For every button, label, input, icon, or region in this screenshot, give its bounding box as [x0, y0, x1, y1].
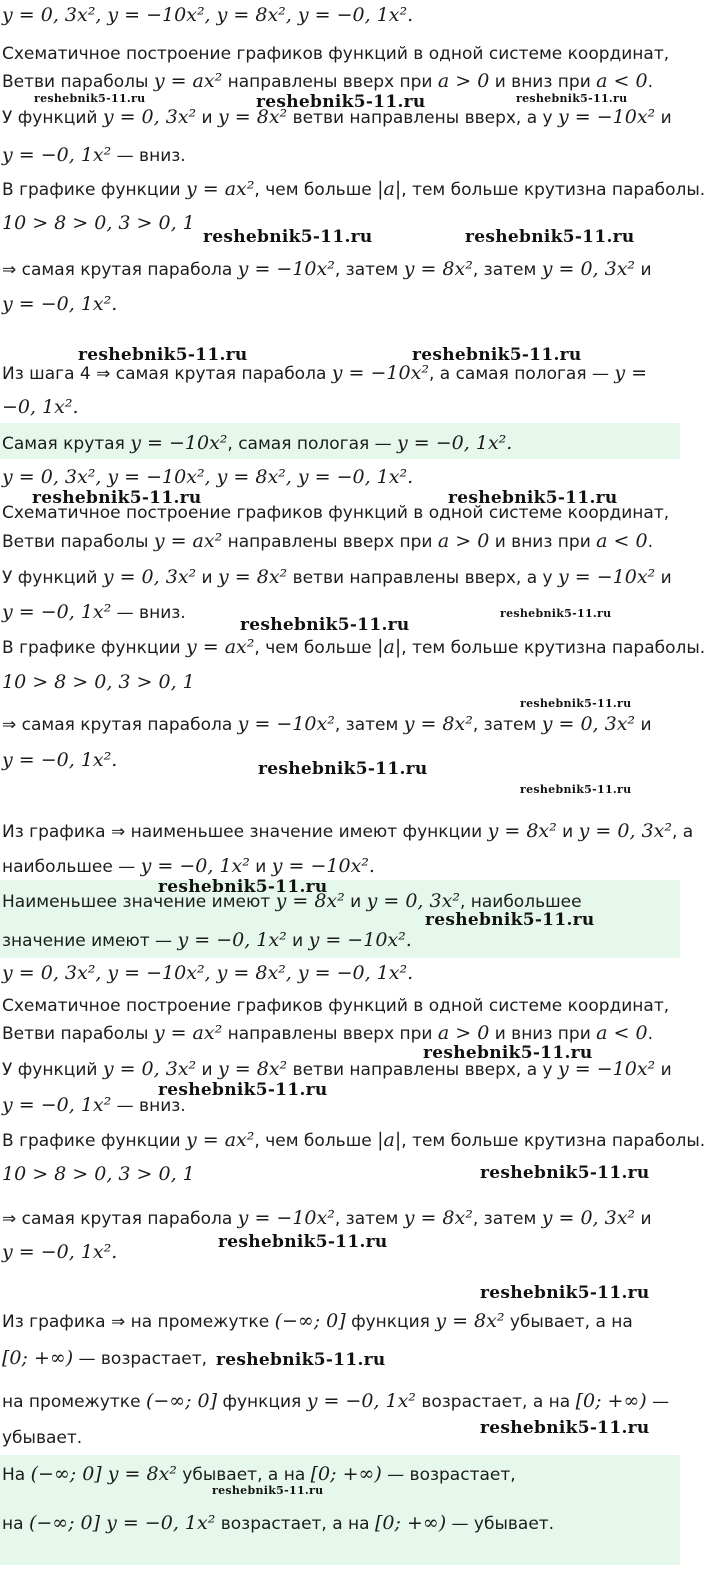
math-expression: a > 0: [437, 70, 490, 92]
text-line: [0, 820, 694, 842]
math-expression: y = −0, 1x².: [2, 1241, 118, 1263]
text-fragment: ⇒ самая крутая парабола: [2, 260, 238, 280]
math-expression: y = −10x²: [130, 432, 228, 454]
text-fragment: и: [344, 892, 367, 912]
math-expression: y = 8x²: [435, 1310, 505, 1332]
text-fragment: направлены вверх при: [222, 1024, 438, 1044]
math-expression: y = −0, 1x²: [306, 1390, 416, 1412]
math-expression: y = 0, 3x², y = −10x², y = 8x², y = −0, 1x².: [2, 962, 414, 984]
math-expression: y = 8x²: [218, 1058, 288, 1080]
text-fragment: и: [635, 260, 652, 280]
math-expression: y = −10x²: [237, 1207, 335, 1229]
text-fragment: Схематичное построение графиков функций в одной системе координат,: [2, 996, 670, 1016]
math-expression: a > 0: [437, 1022, 490, 1044]
text-line: [0, 144, 680, 166]
text-fragment: , чем больше: [254, 1131, 378, 1151]
text-fragment: и: [635, 1209, 652, 1229]
text-fragment: возрастает, а на: [215, 1514, 375, 1534]
text-line: [0, 855, 680, 877]
watermark: reshebnik5-11.ru: [423, 1043, 593, 1063]
math-expression: y = 0, 3x², y = −10x², y = 8x², y = −0, 1x².: [2, 466, 414, 488]
watermark: reshebnik5-11.ru: [412, 345, 582, 365]
text-line: [0, 1207, 680, 1229]
text-line: [0, 1310, 680, 1332]
math-expression: y = 0, 3x²: [541, 713, 636, 735]
text-fragment: и: [655, 1060, 672, 1080]
text-fragment: Ветви параболы: [2, 532, 154, 552]
math-expression: y = 0, 3x²: [102, 1058, 197, 1080]
math-expression: [0; +∞): [575, 1390, 647, 1412]
text-line: [0, 530, 680, 552]
text-fragment: , затем: [334, 1209, 404, 1229]
math-expression: (−∞; 0] y = 8x²: [30, 1463, 177, 1485]
math-expression: y = −10x²: [331, 362, 429, 384]
math-expression: y = −0, 1x²: [2, 601, 112, 623]
watermark: reshebnik5-11.ru: [78, 345, 248, 365]
math-expression: a < 0: [596, 1022, 648, 1044]
math-expression: y = 8x²: [487, 820, 557, 842]
math-expression: (−∞; 0] y = −0, 1x²: [28, 1512, 216, 1534]
math-expression: y = −0, 1x²: [2, 1094, 112, 1116]
text-fragment: и: [196, 108, 219, 128]
watermark: reshebnik5-11.ru: [240, 615, 410, 635]
text-line: [0, 466, 680, 488]
math-expression: y = −0, 1x²: [140, 855, 250, 877]
watermark: reshebnik5-11.ru: [480, 1418, 650, 1438]
text-fragment: В графике функции: [2, 180, 186, 200]
text-fragment: на промежутке: [2, 1392, 146, 1412]
math-expression: |a|: [377, 636, 402, 658]
text-line: [0, 1463, 680, 1485]
text-line: [0, 1094, 680, 1116]
math-expression: y = −0, 1x²: [177, 929, 287, 951]
text-fragment: Из графика ⇒ наименьшее значение имеют функции: [2, 822, 488, 842]
math-expression: y = −0, 1x².: [2, 749, 118, 771]
text-fragment: , чем больше: [254, 180, 378, 200]
watermark: reshebnik5-11.ru: [158, 1080, 328, 1100]
watermark: reshebnik5-11.ru: [258, 759, 428, 779]
text-fragment: , затем: [334, 260, 404, 280]
math-expression: a > 0: [437, 530, 490, 552]
text-fragment: У функций: [2, 108, 103, 128]
text-fragment: и: [655, 568, 672, 588]
text-line: [0, 432, 680, 454]
math-expression: y = 0, 3x²: [102, 566, 197, 588]
text-line: [0, 671, 680, 693]
watermark: reshebnik5-11.ru: [520, 697, 632, 710]
text-line: [0, 258, 680, 280]
text-fragment: , а самая пологая —: [428, 364, 615, 384]
text-fragment: , затем: [472, 1209, 542, 1229]
math-expression: y = −10x²: [237, 713, 335, 735]
text-fragment: Ветви параболы: [2, 72, 154, 92]
text-fragment: ветви направлены вверх, а у: [287, 1060, 559, 1080]
text-fragment: и вниз при: [489, 532, 597, 552]
watermark: reshebnik5-11.ru: [34, 92, 146, 105]
math-expression: |a|: [377, 178, 402, 200]
text-line: [0, 293, 680, 315]
text-fragment: В графике функции: [2, 638, 186, 658]
text-fragment: ветви направлены вверх, а у: [287, 108, 559, 128]
math-expression: y = 0, 3x²: [102, 106, 197, 128]
text-fragment: и: [196, 1060, 219, 1080]
math-expression: y = 0, 3x²: [366, 890, 460, 912]
math-expression: a < 0: [596, 70, 648, 92]
text-fragment: ⇒ самая крутая парабола: [2, 715, 238, 735]
text-fragment: убывает, а на: [176, 1465, 311, 1485]
text-line: [0, 929, 680, 951]
text-line: [0, 178, 705, 200]
watermark: reshebnik5-11.ru: [218, 1232, 388, 1252]
math-expression: y = ax²: [153, 1022, 223, 1044]
text-line: [0, 636, 705, 658]
text-fragment: и: [196, 568, 219, 588]
text-fragment: и: [556, 822, 579, 842]
watermark: reshebnik5-11.ru: [32, 488, 202, 508]
math-expression: |a|: [377, 1129, 402, 1151]
text-fragment: Наименьшее значение имеют: [2, 892, 276, 912]
text-fragment: убывает.: [2, 1428, 83, 1448]
text-fragment: , а: [671, 822, 694, 842]
math-expression: y = 8x²: [275, 890, 345, 912]
text-fragment: Схематичное построение графиков функций в одной системе координат,: [2, 44, 670, 64]
text-fragment: , тем больше крутизна параболы.: [401, 638, 705, 658]
text-line: [0, 1390, 680, 1412]
text-fragment: и: [249, 857, 272, 877]
math-expression: y = −10x²: [237, 258, 335, 280]
text-fragment: Ветви параболы: [2, 1024, 154, 1044]
text-fragment: .: [647, 72, 653, 92]
text-fragment: , тем больше крутизна параболы.: [401, 1131, 705, 1151]
watermark: reshebnik5-11.ru: [212, 1484, 324, 1497]
text-fragment: на: [2, 1514, 29, 1534]
text-line: [0, 1022, 680, 1044]
math-expression: y = 8x²: [403, 258, 473, 280]
text-line: [0, 4, 680, 26]
text-fragment: и: [635, 715, 652, 735]
text-fragment: направлены вверх при: [222, 532, 438, 552]
text-fragment: ⇒ самая крутая парабола: [2, 1209, 238, 1229]
text-line: [0, 70, 680, 92]
math-expression: [0; +∞): [310, 1463, 382, 1485]
math-expression: 10 > 8 > 0, 3 > 0, 1: [2, 1163, 195, 1185]
text-fragment: значение имеют —: [2, 931, 178, 951]
watermark: reshebnik5-11.ru: [425, 910, 595, 930]
watermark: reshebnik5-11.ru: [516, 92, 628, 105]
watermark: reshebnik5-11.ru: [448, 488, 618, 508]
watermark: reshebnik5-11.ru: [520, 783, 632, 796]
watermark: reshebnik5-11.ru: [480, 1283, 650, 1303]
text-fragment: ветви направлены вверх, а у: [287, 568, 559, 588]
math-expression: y = −0, 1x²: [2, 144, 112, 166]
watermark: reshebnik5-11.ru: [500, 607, 612, 620]
text-fragment: Схематичное построение графиков функций в одной системе координат,: [2, 503, 670, 523]
text-fragment: убывает, а на: [504, 1312, 633, 1332]
math-expression: (−∞; 0]: [274, 1310, 346, 1332]
text-fragment: — возрастает,: [73, 1349, 208, 1369]
text-line: [0, 1129, 705, 1151]
math-expression: y = −10x².: [271, 855, 375, 877]
watermark: reshebnik5-11.ru: [480, 1163, 650, 1183]
math-expression: y = −0, 1x².: [397, 432, 513, 454]
text-fragment: Из шага 4 ⇒ самая крутая парабола: [2, 364, 332, 384]
text-fragment: На: [2, 1465, 31, 1485]
text-fragment: , наибольшее: [459, 892, 582, 912]
text-fragment: и вниз при: [489, 72, 597, 92]
text-fragment: функция: [345, 1312, 436, 1332]
math-expression: y = 8x²: [218, 566, 288, 588]
text-fragment: У функций: [2, 568, 103, 588]
text-fragment: , чем больше: [254, 638, 378, 658]
watermark: reshebnik5-11.ru: [465, 227, 635, 247]
text-line: [0, 396, 680, 418]
text-fragment: .: [647, 1024, 653, 1044]
text-line: [0, 566, 680, 588]
text-line: [0, 890, 680, 912]
text-fragment: —: [646, 1392, 670, 1412]
math-expression: y = 8x²: [403, 1207, 473, 1229]
math-expression: y = −10x².: [308, 929, 412, 951]
math-expression: a < 0: [596, 530, 648, 552]
text-fragment: и: [655, 108, 672, 128]
math-expression: y =: [614, 362, 648, 384]
text-fragment: наибольшее —: [2, 857, 141, 877]
text-line: [0, 362, 680, 384]
watermark: reshebnik5-11.ru: [256, 92, 426, 112]
math-expression: [0; +∞): [375, 1512, 447, 1534]
text-line: [0, 1512, 680, 1534]
text-fragment: , затем: [334, 715, 404, 735]
text-fragment: направлены вверх при: [222, 72, 438, 92]
math-expression: y = ax²: [185, 178, 255, 200]
math-expression: [0; +∞): [2, 1347, 74, 1369]
math-expression: y = 0, 3x², y = −10x², y = 8x², y = −0, 1x².: [2, 4, 414, 26]
text-fragment: функция: [217, 1392, 307, 1412]
math-expression: 10 > 8 > 0, 3 > 0, 1: [2, 212, 195, 234]
text-fragment: В графике функции: [2, 1131, 186, 1151]
text-fragment: , тем больше крутизна параболы.: [401, 180, 705, 200]
text-fragment: — вниз.: [111, 1096, 186, 1116]
text-fragment: , затем: [472, 260, 542, 280]
watermark: reshebnik5-11.ru: [203, 227, 373, 247]
math-expression: y = 0, 3x²: [541, 258, 636, 280]
text-line: [0, 996, 680, 1016]
text-fragment: — возрастает,: [381, 1465, 516, 1485]
text-fragment: — убывает.: [446, 1514, 555, 1534]
math-expression: y = 0, 3x²: [541, 1207, 636, 1229]
text-fragment: и вниз при: [489, 1024, 597, 1044]
text-fragment: , затем: [472, 715, 542, 735]
watermark: reshebnik5-11.ru: [216, 1350, 386, 1370]
text-fragment: и: [286, 931, 309, 951]
math-expression: y = −0, 1x².: [2, 293, 118, 315]
math-expression: y = ax²: [185, 1129, 255, 1151]
text-fragment: Самая крутая: [2, 434, 131, 454]
math-expression: y = 0, 3x²: [578, 820, 672, 842]
math-expression: y = −10x²: [558, 1058, 656, 1080]
text-fragment: — вниз.: [111, 603, 186, 623]
math-expression: −0, 1x².: [2, 396, 79, 418]
text-fragment: , самая пологая —: [227, 434, 398, 454]
text-fragment: Из графика ⇒ на промежутке: [2, 1312, 275, 1332]
text-line: [0, 713, 680, 735]
text-fragment: .: [647, 532, 653, 552]
text-line: [0, 44, 680, 64]
text-fragment: — вниз.: [111, 146, 186, 166]
math-expression: (−∞; 0]: [145, 1390, 218, 1412]
watermark: reshebnik5-11.ru: [158, 877, 328, 897]
math-expression: y = ax²: [153, 70, 223, 92]
text-fragment: возрастает, а на: [415, 1392, 576, 1412]
math-expression: y = −10x²: [558, 566, 656, 588]
math-expression: y = ax²: [153, 530, 223, 552]
text-fragment: У функций: [2, 1060, 103, 1080]
math-expression: y = 8x²: [218, 106, 288, 128]
math-expression: y = 8x²: [403, 713, 473, 735]
math-expression: 10 > 8 > 0, 3 > 0, 1: [2, 671, 195, 693]
text-line: [0, 962, 680, 984]
math-expression: y = ax²: [185, 636, 255, 658]
math-expression: y = −10x²: [558, 106, 656, 128]
